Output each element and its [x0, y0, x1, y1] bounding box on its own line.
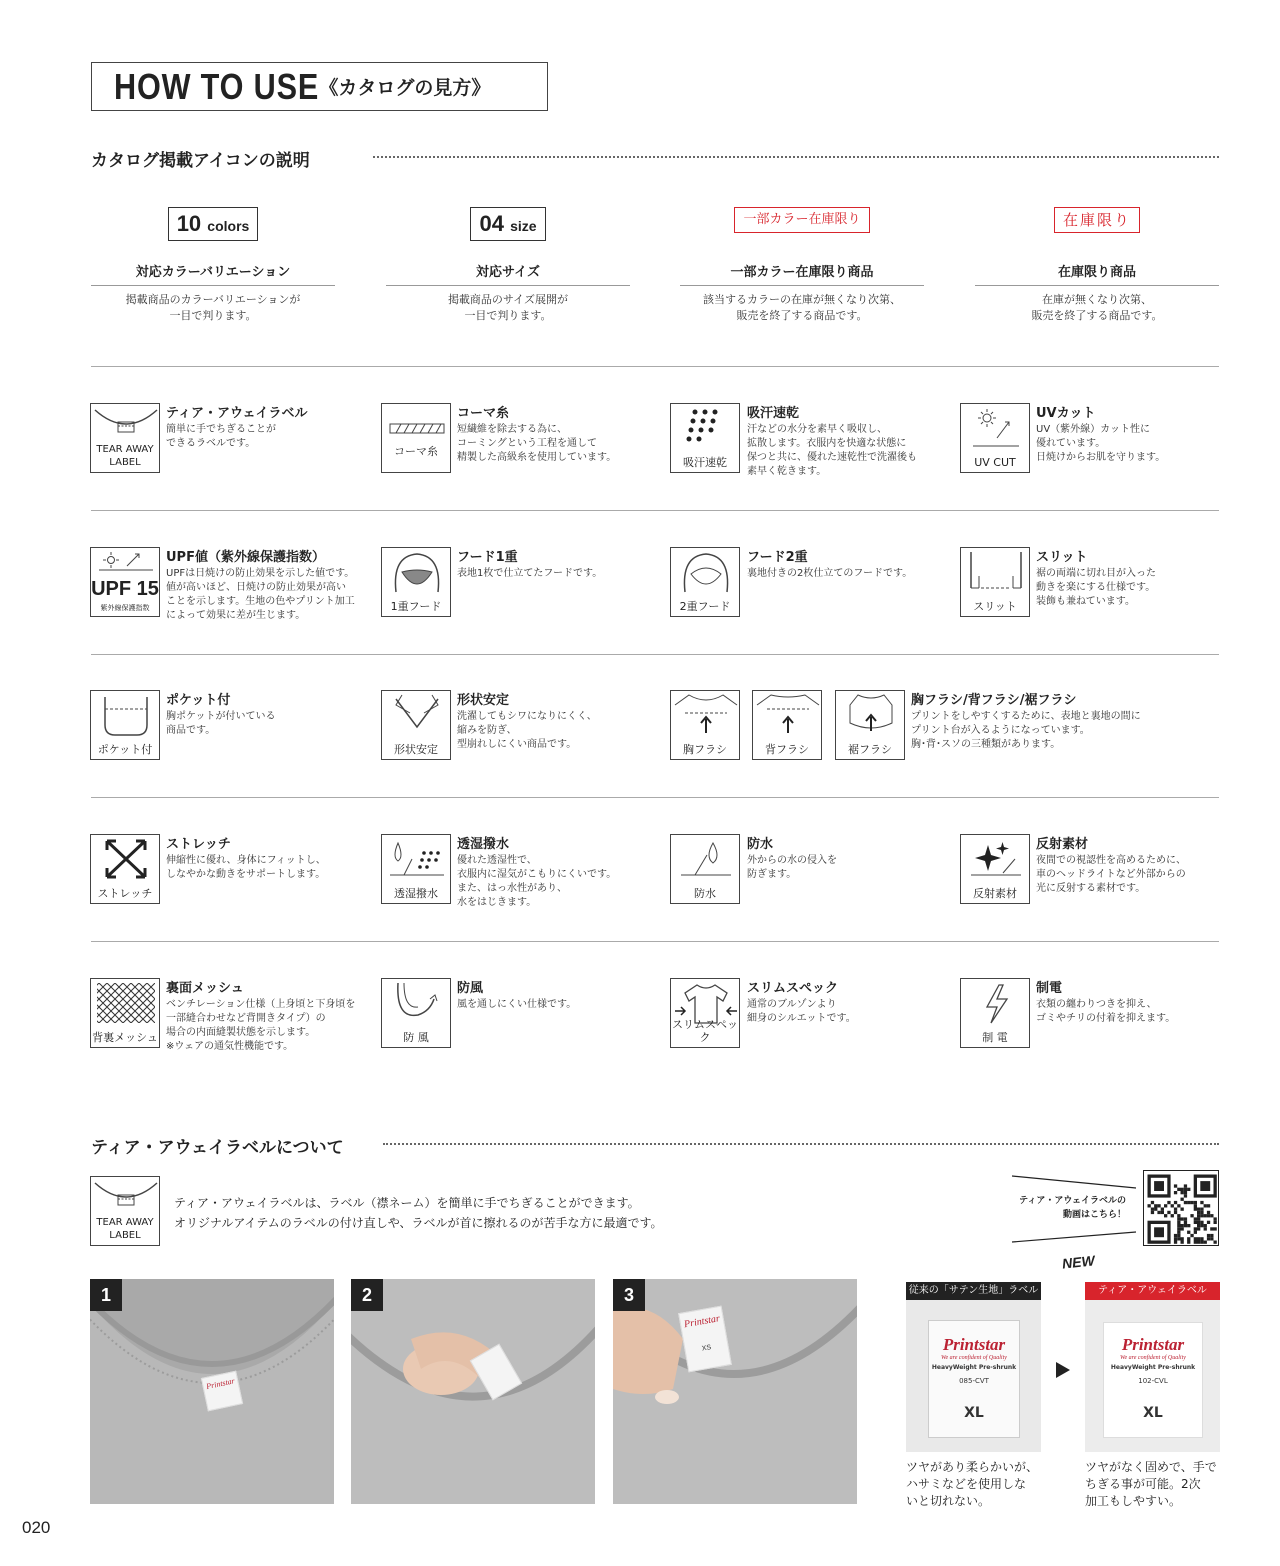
colors-badge: 10 colors [168, 207, 259, 241]
label-tag: Printstar [201, 1371, 243, 1412]
item-uv-cut: UVカット UV（紫外線）カット性に 優れています。 日焼けからお肌を守ります。 [1036, 406, 1166, 463]
item-antistatic: 制電 衣類の纏わりつきを抑え、 ゴミやチリの付着を抑えます。 [1036, 981, 1176, 1024]
windproof-icon: 防 風 [381, 978, 451, 1048]
top-icon-name: 在庫限り商品 [975, 261, 1219, 286]
partial-stock-badge: 一部カラー在庫限り [734, 207, 869, 233]
step-number: 3 [613, 1279, 645, 1311]
size-badge: 04 size [470, 207, 545, 241]
item-flashi: 胸フラシ/背フラシ/裾フラシ プリントをしやすくするために、表地と裏地の間に プリント台が入るようになっています。 胸･背･スソの三種類があります。 [911, 693, 1141, 750]
item-slit: スリット 裾の両端に切れ目が入った 動きを楽にする仕様です。 装飾も兼ねています。 [1036, 550, 1156, 607]
step-photo-1 [90, 1279, 334, 1504]
step-photo-3 [613, 1279, 857, 1504]
page-number: 020 [22, 1518, 51, 1537]
item-pocket: ポケット付 胸ポケットが付いている 商品です。 [166, 693, 276, 736]
stretch-icon: ストレッチ [90, 834, 160, 904]
hem-flashi-icon: 裾フラシ [835, 690, 905, 760]
top-icon-desc: 掲載商品のカラーバリエーションが 一目で判ります。 [125, 293, 301, 322]
item-windproof: 防風 風を通しにくい仕様です。 [457, 981, 577, 1010]
dotted-divider [383, 1143, 1219, 1145]
back-flashi-icon: 背フラシ [752, 690, 822, 760]
single-hood-icon: 1重フード [381, 547, 451, 617]
item-combed-yarn: コーマ糸 短繊維を除去する為に、 コーミングという工程を通して 精製した高級糸を使用しています。 [457, 406, 617, 463]
step-number: 2 [351, 1279, 383, 1311]
old-label-compare: 従来の「サテン生地」ラベル Printstar We are confident of Quality HeavyWeight Pre-shrunk 085-CVT XL ツヤがあり柔らかいが、 ハサミなどを使用しな いと切れない。 [906, 1282, 1041, 1510]
section-heading-tear-away: ティア・アウェイラベルについて [91, 1138, 344, 1158]
row-divider [91, 366, 1219, 367]
item-shape-stable: 形状安定 洗濯してもシワになりにくく、 縮みを防ぎ、 型崩れしにくい商品です。 [457, 693, 597, 750]
slim-spec-icon: スリムスペック [670, 978, 740, 1048]
row-divider [91, 941, 1219, 942]
antistatic-icon: 制 電 [960, 978, 1030, 1048]
page-title-box [91, 62, 548, 111]
qr-code[interactable] [1143, 1170, 1219, 1246]
limited-stock-badge: 在庫限り [1054, 207, 1140, 233]
label-tag: Printstar XS [678, 1306, 732, 1373]
top-icon-colors [91, 207, 335, 324]
top-icon-size [386, 207, 630, 324]
video-note[interactable]: ティア・アウェイラベルの 動画はこちら！ [1019, 1196, 1126, 1220]
item-double-hood: フード2重 裏地付きの2枚仕立てのフードです。 [747, 550, 913, 579]
item-tear-away: ティア・アウェイラベル 簡単に手でちぎることが できるラベルです。 [166, 406, 308, 449]
item-stretch: ストレッチ 伸縮性に優れ、身体にフィットし、 しなやかな動きをサポートします。 [166, 837, 326, 880]
double-hood-icon: 2重フード [670, 547, 740, 617]
item-slim-spec: スリムスペック 通常のブルゾンより 細身のシルエットです。 [747, 981, 856, 1024]
step-photo-2 [351, 1279, 595, 1504]
top-icon-desc: 該当するカラーの在庫が無くなり次第、 販売を終了する商品です。 [703, 293, 901, 322]
old-label-photo: Printstar We are confident of Quality HeavyWeight Pre-shrunk 085-CVT XL [906, 1300, 1041, 1452]
top-icon-name: 対応カラーバリエーション [91, 261, 335, 286]
chest-flashi-icon: 胸フラシ [670, 690, 740, 760]
item-single-hood: フード1重 表地1枚で仕立てたフードです。 [457, 550, 603, 579]
top-icon-partial-stock [680, 207, 924, 324]
section-heading-icons: カタログ掲載アイコンの説明 [91, 151, 310, 171]
dotted-divider [373, 156, 1219, 158]
reflective-icon: 反射素材 [960, 834, 1030, 904]
item-reflective: 反射素材 夜間での視認性を高めるために、 車のヘッドライトなど外部からの 光に反射する素材です。 [1036, 837, 1186, 894]
combed-yarn-icon: コーマ糸 [381, 403, 451, 473]
tear-away-label-icon: TEAR AWAY LABEL [90, 403, 160, 473]
tear-away-description: ティア・アウェイラベルは、ラベル（襟ネーム）を簡単に手でちぎることができます。 オリジナルアイテムのラベルの付け直しや、ラベルが首に擦れるのが苦手な方に最適です。 [174, 1196, 663, 1230]
uv-cut-icon: UV CUT [960, 403, 1030, 473]
page-title: HOW TO USE [114, 65, 320, 107]
row-divider [91, 654, 1219, 655]
breathable-waterproof-icon: 透湿撥水 [381, 834, 451, 904]
tear-away-label-icon: TEAR AWAY LABEL [90, 1176, 160, 1246]
item-sweat-absorb: 吸汗速乾 汗などの水分を素早く吸収し、 拡散します。衣服内を快適な状態に 保つと共に、優れた速乾性で洗濯後も 素早く乾きます。 [747, 406, 917, 477]
item-upf: UPF値（紫外線保護指数） UPFは日焼けの防止効果を示した値です。 値が高いほど、日焼けの防止効果が高い ことを示します。生地の色やプリント加工 によって効果に差が生じます。 [166, 550, 355, 621]
new-label-photo: Printstar We are confident of Quality HeavyWeight Pre-shrunk 102-CVL XL [1085, 1300, 1220, 1452]
top-icon-limited-stock [975, 207, 1219, 324]
item-mesh: 裏面メッシュ ベンチレーション仕様（上身頃と下身頃を 一部縫合わせなど背開きタイプ）の 場合の内面縫製状態を示します。 ※ウェアの通気性機能です。 [166, 981, 356, 1052]
shape-stable-icon: 形状安定 [381, 690, 451, 760]
top-icon-name: 対応サイズ [386, 261, 630, 286]
row-divider [91, 510, 1219, 511]
row-divider [91, 797, 1219, 798]
upf-icon: UPF 15 紫外線保護指数 [90, 547, 160, 617]
new-label-compare: ティア・アウェイラベル Printstar We are confident of Quality HeavyWeight Pre-shrunk 102-CVL XL ツヤがなく固めで、手で ちぎる事が可能。2次 加工もしやすい。 [1085, 1282, 1220, 1510]
top-icon-desc: 在庫が無くなり次第、 販売を終了する商品です。 [1031, 293, 1163, 322]
top-icon-name: 一部カラー在庫限り商品 [680, 261, 924, 286]
new-mark: NEW [1061, 1252, 1096, 1272]
top-icon-desc: 掲載商品のサイズ展開が 一目で判ります。 [447, 293, 569, 322]
page-subtitle: 《カタログの見方》 [319, 77, 491, 99]
step-number: 1 [90, 1279, 122, 1311]
qr-code-image [1144, 1171, 1220, 1247]
waterproof-icon: 防水 [670, 834, 740, 904]
mesh-icon: 背裏メッシュ [90, 978, 160, 1048]
pocket-icon: ポケット付 [90, 690, 160, 760]
item-waterproof: 防水 外からの水の侵入を 防ぎます。 [747, 837, 837, 880]
arrow-right-icon [1056, 1362, 1070, 1378]
sweat-absorb-icon: 吸汗速乾 [670, 403, 740, 473]
slit-icon: スリット [960, 547, 1030, 617]
item-breathable-waterproof: 透湿撥水 優れた透湿性で、 衣服内に湿気がこもりにくいです。 また、はっ水性があり、 水をはじきます。 [457, 837, 617, 908]
